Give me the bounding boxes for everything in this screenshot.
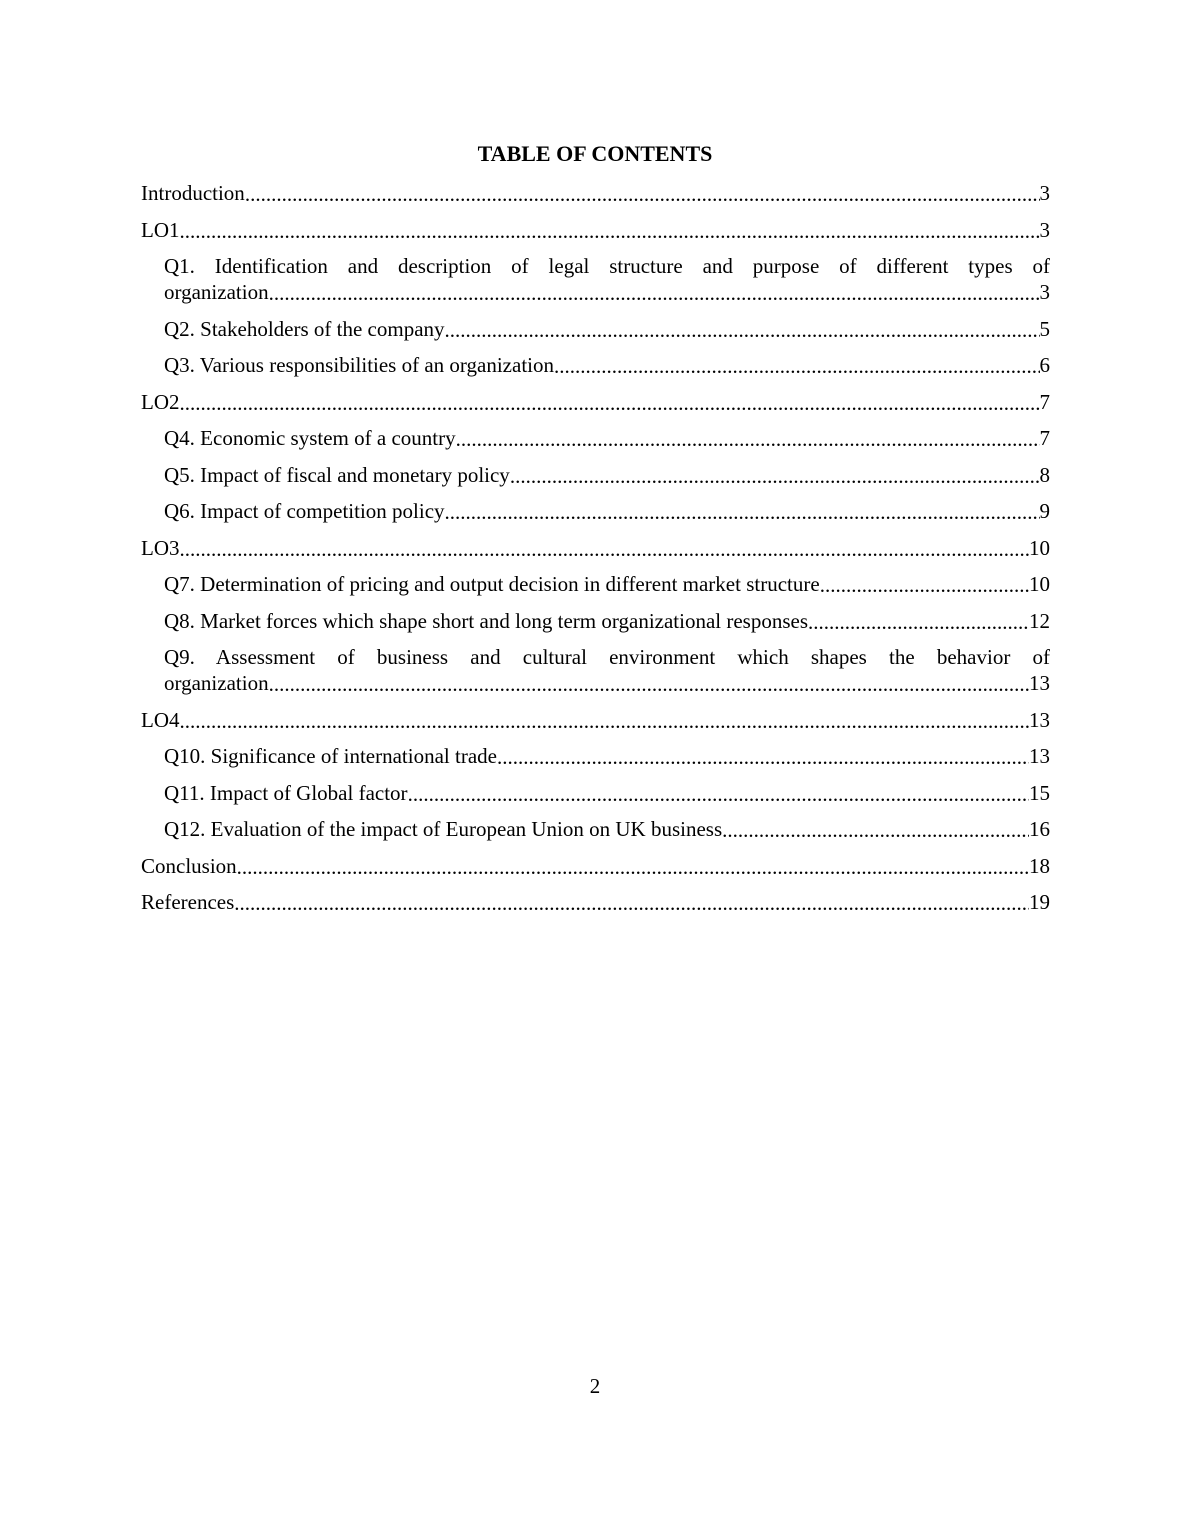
toc-entry-page: 3 [1039,181,1050,205]
toc-entry-leader-line [164,670,1050,696]
toc-entry-page: 7 [1039,389,1050,414]
toc-entry-page: 10 [1029,572,1050,596]
toc-entry-q5[interactable] [164,462,1050,488]
toc-entry-text: Q4. Economic system of a country ..... [164,426,456,450]
toc-entry-page: 7 [1039,426,1050,450]
toc-entry-text: Q7. Determination of pricing and output decision in different market structure ..... [164,572,820,596]
toc-title: TABLE OF CONTENTS [477,141,713,166]
toc-entry-page: 3 [1039,280,1050,304]
toc-entry-page: 12 [1029,608,1050,633]
toc-entry-q8[interactable] [164,608,1050,634]
toc-entry-leader-line [164,279,1050,305]
toc-entry-text: References ..... [141,890,234,914]
toc-entry-text: Q6. Impact of competition policy ..... [164,499,445,523]
toc-entry-text: Conclusion ..... [141,854,237,878]
toc-entry-text: Q11. Impact of Global factor ..... [164,781,408,805]
toc-entry-lo2[interactable] [141,389,1050,415]
toc-entry-q10[interactable] [164,743,1050,769]
toc-entry-page: 16 [1029,817,1050,841]
toc-entry-page: 6 [1039,353,1050,377]
toc-entry-q12[interactable] [164,816,1050,842]
toc-entry-text: Q3. Various responsibilities of an organization ..... [164,353,554,377]
toc-entry-introduction[interactable] [141,180,1050,206]
toc-entry-text-continuation: organization ..... [164,671,269,695]
toc-entry-q2[interactable] [164,316,1050,342]
toc-entry-text: Q5. Impact of fiscal and monetary policy ..... [164,463,510,487]
toc-entry-page: 10 [1029,535,1050,560]
toc-entry-text: Q8. Market forces which shape short and long term organizational responses ..... [164,609,808,633]
toc-entry-page: 5 [1039,316,1050,341]
table-of-contents [141,180,1050,926]
toc-entry-page: 3 [1039,217,1050,242]
toc-entry-page: 15 [1029,780,1050,805]
page-number: 2 [589,1374,601,1398]
toc-entry-lo3[interactable] [141,535,1050,561]
toc-entry-q7[interactable] [164,571,1050,597]
toc-entry-page: 18 [1029,853,1050,878]
toc-entry-text: LO3 ..... [141,536,180,560]
toc-entry-q11[interactable] [164,780,1050,806]
toc-entry-text: Q2. Stakeholders of the company ..... [164,317,445,341]
toc-entry-page: 9 [1039,499,1050,523]
toc-entry-lo1[interactable] [141,217,1050,243]
toc-entry-page: 13 [1029,671,1050,695]
toc-entry-text: LO4 ..... [141,708,180,732]
toc-entry-page: 13 [1029,707,1050,732]
toc-entry-text: Introduction ..... [141,181,245,205]
toc-entry-text: Q9. Assessment of business and cultural environment which shapes the behavior of [164,645,1050,669]
toc-entry-lo4[interactable] [141,707,1050,733]
toc-entry-text: Q12. Evaluation of the impact of European Union on UK business ..... [164,817,722,841]
toc-entry-q9[interactable] [164,644,1050,696]
toc-entry-page: 13 [1029,744,1050,768]
toc-entry-page: 19 [1029,890,1050,914]
toc-entry-text: LO2 ..... [141,390,180,414]
toc-entry-q1[interactable] [164,253,1050,305]
toc-entry-page: 8 [1039,462,1050,487]
toc-entry-text: LO1 ..... [141,218,180,242]
toc-entry-q4[interactable] [164,425,1050,451]
toc-entry-q6[interactable] [164,498,1050,524]
toc-entry-text: Q1. Identification and description of legal structure and purpose of different types of [164,254,1050,278]
toc-entry-conclusion[interactable] [141,853,1050,879]
toc-entry-text: Q10. Significance of international trade ..... [164,744,497,768]
toc-entry-q3[interactable] [164,352,1050,378]
toc-entry-text-continuation: organization ..... [164,280,269,304]
toc-entry-references[interactable] [141,889,1050,915]
